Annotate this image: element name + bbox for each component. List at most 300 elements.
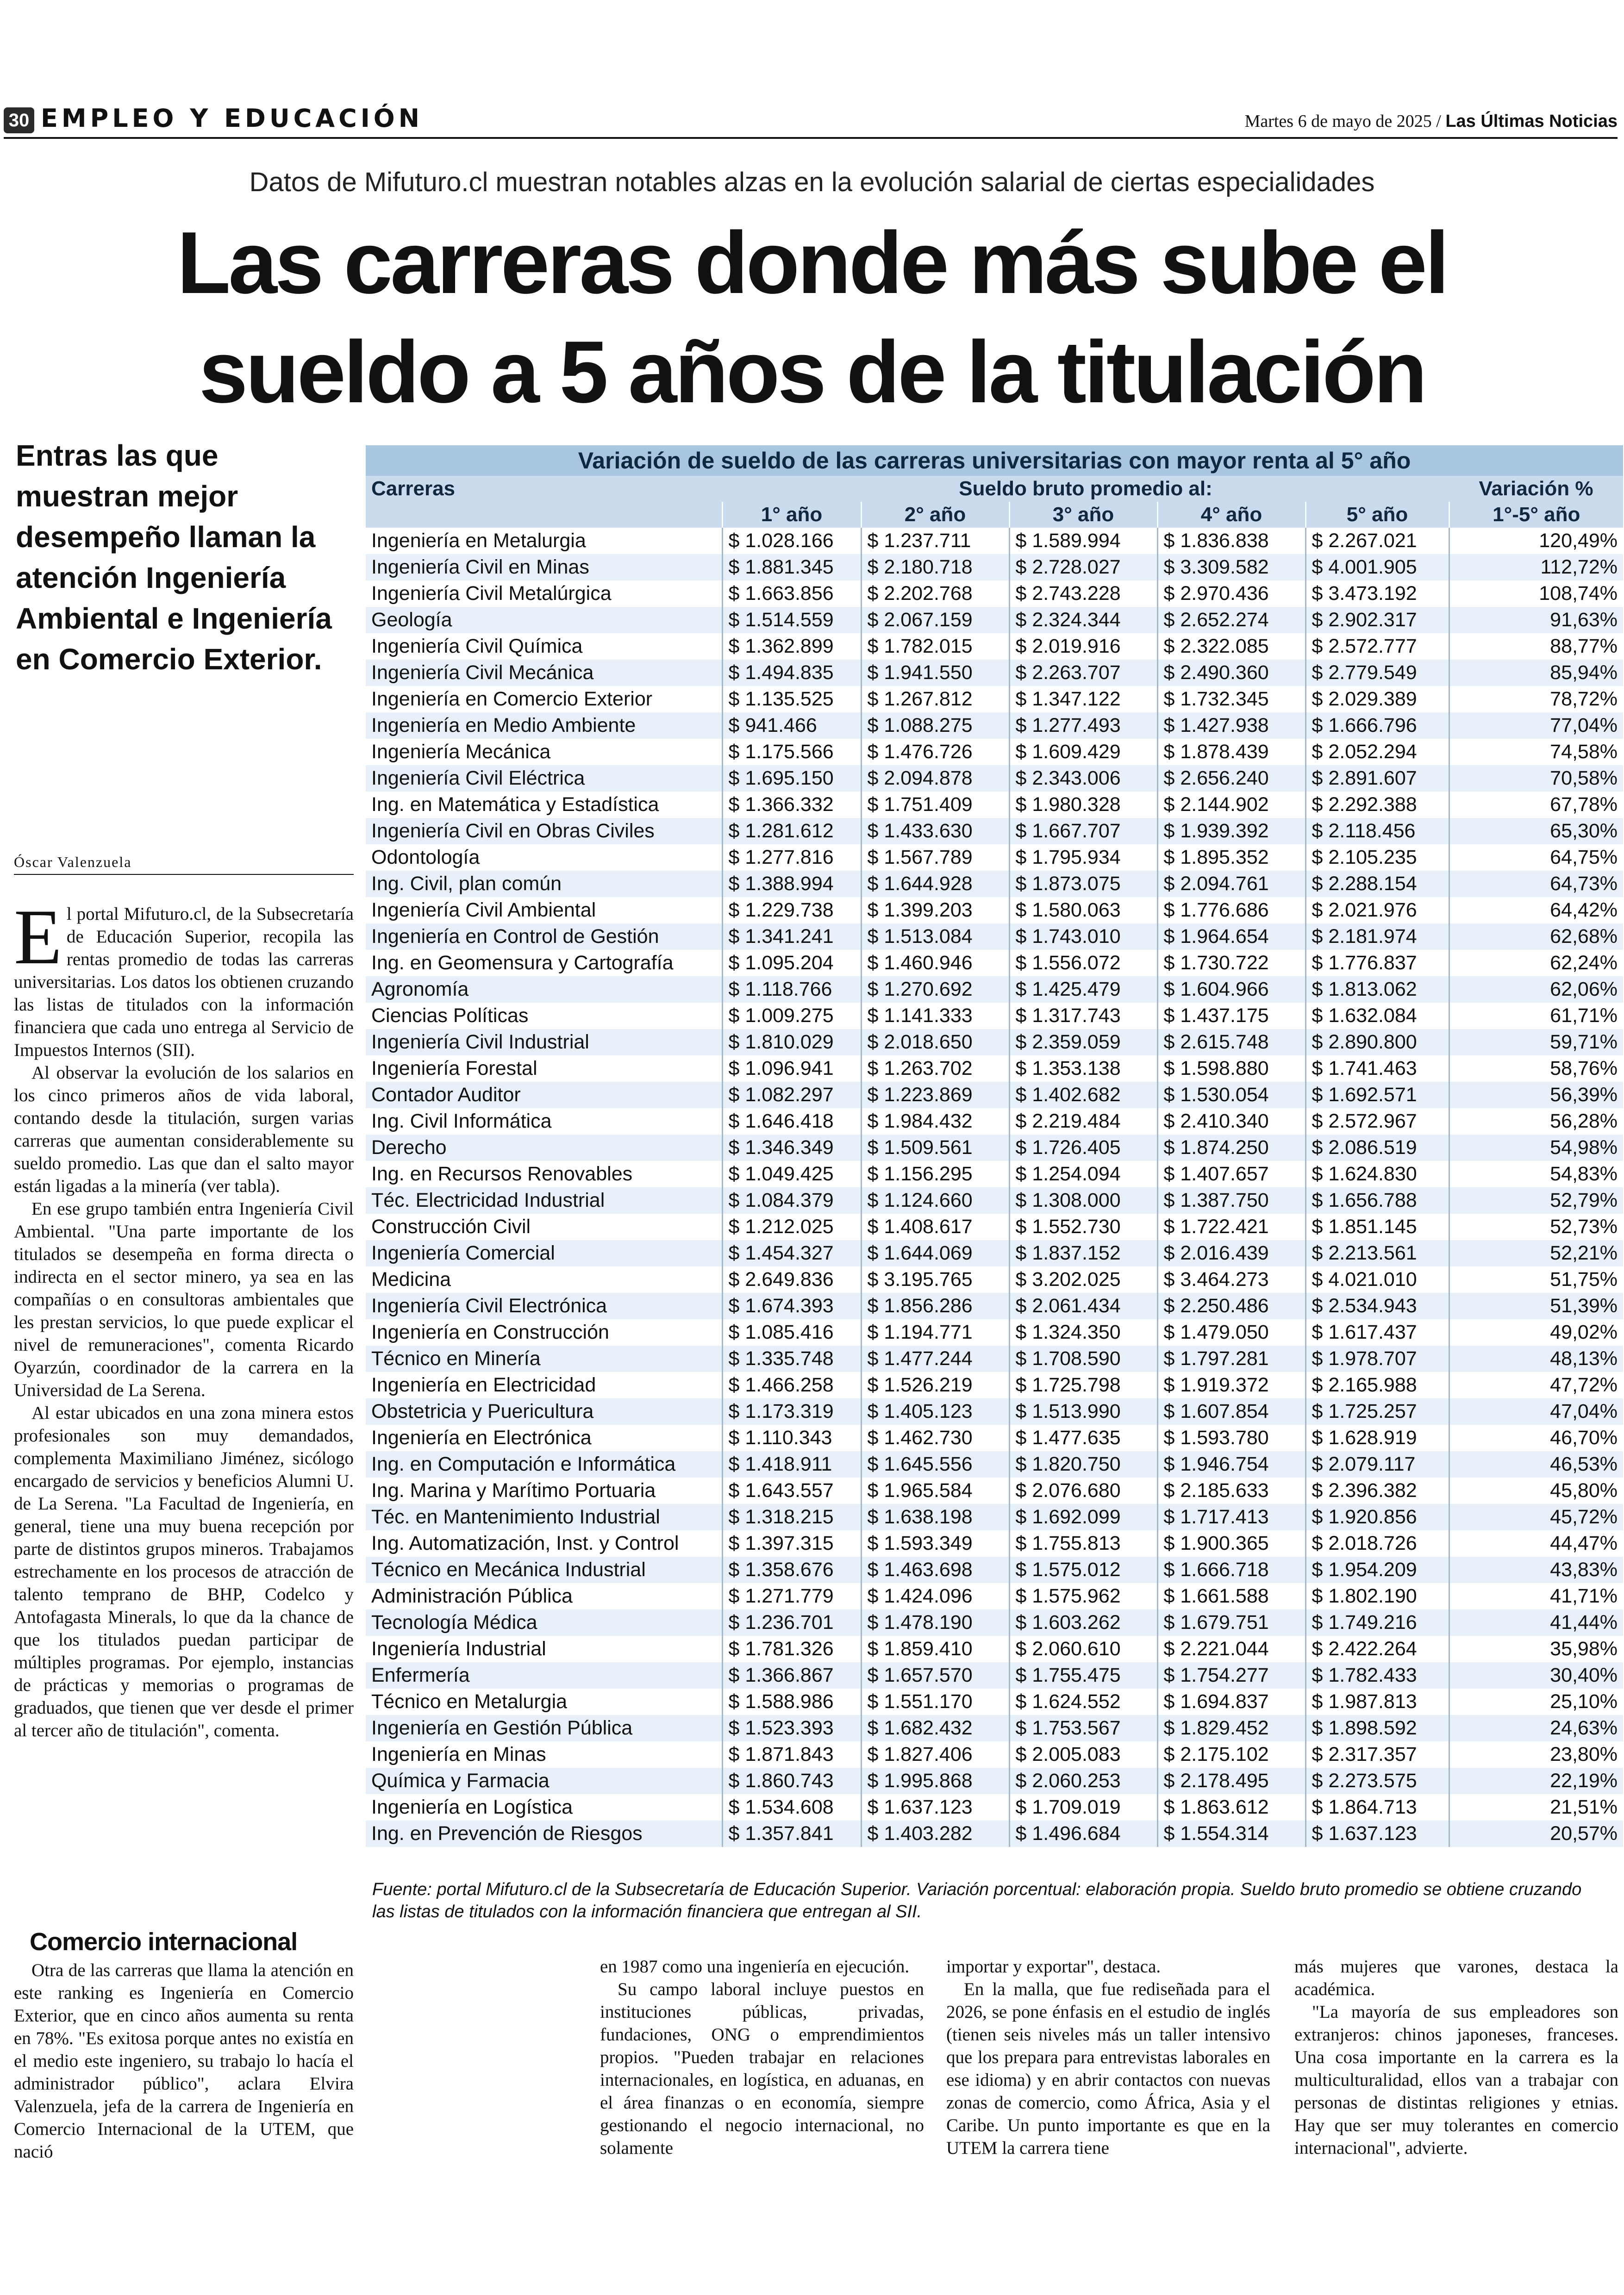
variation-cell: 25,10% xyxy=(1449,1689,1623,1715)
salary-cell: $ 2.180.718 xyxy=(861,554,1009,580)
salary-cell: $ 2.079.117 xyxy=(1305,1451,1449,1478)
variation-cell: 77,04% xyxy=(1449,712,1623,739)
career-name: Ingeniería Industrial xyxy=(366,1636,722,1662)
variation-cell: 62,68% xyxy=(1449,923,1623,950)
salary-cell: $ 2.652.274 xyxy=(1157,607,1305,633)
salary-cell: $ 1.732.345 xyxy=(1157,686,1305,712)
salary-cell: $ 1.277.816 xyxy=(722,844,861,871)
salary-cell: $ 3.195.765 xyxy=(861,1266,1009,1293)
dateline: Martes 6 de mayo de 2025 / Las Últimas Noticias xyxy=(1244,112,1618,131)
kicker: Datos de Mifuturo.cl muestran notables alzas en la evolución salarial de ciertas especialidades xyxy=(249,167,1375,197)
table-row xyxy=(366,792,1623,818)
salary-cell: $ 1.513.084 xyxy=(861,923,1009,950)
table-row xyxy=(366,528,1623,554)
salary-cell: $ 1.084.379 xyxy=(722,1187,861,1214)
salary-cell: $ 1.856.286 xyxy=(861,1293,1009,1319)
salary-cell: $ 1.437.175 xyxy=(1157,1003,1305,1029)
salary-cell: $ 1.682.432 xyxy=(861,1715,1009,1741)
salary-cell: $ 2.779.549 xyxy=(1305,660,1449,686)
paragraph-c4: importar y exportar", destaca. xyxy=(946,1957,1161,1977)
salary-cell: $ 1.478.190 xyxy=(861,1609,1009,1636)
career-name: Ingeniería Civil Mecánica xyxy=(366,660,722,686)
salary-cell: $ 1.827.406 xyxy=(861,1741,1009,1768)
career-name: Construcción Civil xyxy=(366,1214,722,1240)
salary-cell: $ 1.666.796 xyxy=(1305,712,1449,739)
career-name: Contador Auditor xyxy=(366,1082,722,1108)
table-row xyxy=(366,871,1623,897)
table-row xyxy=(366,1398,1623,1425)
col-year-5: 5° año xyxy=(1305,502,1449,528)
salary-cell: $ 1.567.789 xyxy=(861,844,1009,871)
salary-cell: $ 3.202.025 xyxy=(1009,1266,1157,1293)
table-row xyxy=(366,1583,1623,1609)
salary-cell: $ 1.589.994 xyxy=(1009,528,1157,554)
salary-cell: $ 1.751.409 xyxy=(861,792,1009,818)
career-name: Ingeniería Civil en Minas xyxy=(366,554,722,580)
variation-cell: 59,71% xyxy=(1449,1029,1623,1055)
salary-cell: $ 1.514.559 xyxy=(722,607,861,633)
table-row xyxy=(366,633,1623,660)
salary-cell: $ 2.060.610 xyxy=(1009,1636,1157,1662)
salary-cell: $ 1.270.692 xyxy=(861,976,1009,1003)
salary-cell: $ 1.513.990 xyxy=(1009,1398,1157,1425)
table-row xyxy=(366,1794,1623,1821)
salary-cell: $ 1.366.867 xyxy=(722,1662,861,1689)
salary-cell: $ 2.219.484 xyxy=(1009,1108,1157,1135)
salary-cell: $ 1.743.010 xyxy=(1009,923,1157,950)
career-name: Técnico en Minería xyxy=(366,1346,722,1372)
salary-cell: $ 1.898.592 xyxy=(1305,1715,1449,1741)
salary-cell: $ 1.096.941 xyxy=(722,1055,861,1082)
salary-cell: $ 2.263.707 xyxy=(1009,660,1157,686)
variation-cell: 21,51% xyxy=(1449,1794,1623,1821)
salary-cell: $ 1.754.277 xyxy=(1157,1662,1305,1689)
variation-cell: 46,70% xyxy=(1449,1425,1623,1451)
salary-cell: $ 2.902.317 xyxy=(1305,607,1449,633)
salary-cell: $ 2.202.768 xyxy=(861,580,1009,607)
table-row xyxy=(366,818,1623,844)
salary-cell: $ 2.317.357 xyxy=(1305,1741,1449,1768)
salary-cell: $ 1.644.928 xyxy=(861,871,1009,897)
salary-cell: $ 1.895.352 xyxy=(1157,844,1305,871)
salary-cell: $ 1.118.766 xyxy=(722,976,861,1003)
salary-cell: $ 2.970.436 xyxy=(1157,580,1305,607)
variation-cell: 52,21% xyxy=(1449,1240,1623,1266)
variation-cell: 91,63% xyxy=(1449,607,1623,633)
salary-cell: $ 1.939.392 xyxy=(1157,818,1305,844)
salary-cell: $ 3.473.192 xyxy=(1305,580,1449,607)
salary-cell: $ 1.661.588 xyxy=(1157,1583,1305,1609)
salary-cell: $ 2.615.748 xyxy=(1157,1029,1305,1055)
table-row xyxy=(366,1821,1623,1847)
career-name: Tecnología Médica xyxy=(366,1609,722,1636)
salary-cell: $ 1.110.343 xyxy=(722,1425,861,1451)
salary-cell: $ 1.725.257 xyxy=(1305,1398,1449,1425)
salary-cell: $ 1.646.418 xyxy=(722,1108,861,1135)
career-name: Geología xyxy=(366,607,722,633)
salary-cell: $ 1.829.452 xyxy=(1157,1715,1305,1741)
salary-cell: $ 1.509.561 xyxy=(861,1135,1009,1161)
career-name: Ingeniería en Comercio Exterior xyxy=(366,686,722,712)
salary-cell: $ 1.229.738 xyxy=(722,897,861,923)
table-row xyxy=(366,1530,1623,1557)
salary-cell: $ 1.871.843 xyxy=(722,1741,861,1768)
variation-cell: 30,40% xyxy=(1449,1662,1623,1689)
salary-cell: $ 1.946.754 xyxy=(1157,1451,1305,1478)
variation-cell: 61,71% xyxy=(1449,1003,1623,1029)
career-name: Ingeniería Civil Eléctrica xyxy=(366,765,722,792)
salary-cell: $ 1.692.099 xyxy=(1009,1504,1157,1530)
salary-cell: $ 1.324.350 xyxy=(1009,1319,1157,1346)
salary-cell: $ 1.954.209 xyxy=(1305,1557,1449,1583)
salary-cell: $ 1.709.019 xyxy=(1009,1794,1157,1821)
salary-cell: $ 1.864.713 xyxy=(1305,1794,1449,1821)
salary-cell: $ 1.657.570 xyxy=(861,1662,1009,1689)
career-name: Ingeniería Forestal xyxy=(366,1055,722,1082)
salary-cell: $ 2.359.059 xyxy=(1009,1029,1157,1055)
career-name: Agronomía xyxy=(366,976,722,1003)
table-row xyxy=(366,1293,1623,1319)
salary-cell: $ 1.987.813 xyxy=(1305,1689,1449,1715)
career-name: Ciencias Políticas xyxy=(366,1003,722,1029)
table-row xyxy=(366,1161,1623,1187)
career-name: Química y Farmacia xyxy=(366,1768,722,1794)
salary-cell: $ 1.980.328 xyxy=(1009,792,1157,818)
salary-cell: $ 2.144.902 xyxy=(1157,792,1305,818)
salary-cell: $ 2.743.228 xyxy=(1009,580,1157,607)
variation-cell: 64,75% xyxy=(1449,844,1623,871)
career-name: Ingeniería Civil Ambiental xyxy=(366,897,722,923)
salary-cell: $ 1.523.393 xyxy=(722,1715,861,1741)
salary-cell: $ 2.250.486 xyxy=(1157,1293,1305,1319)
table-row xyxy=(366,1187,1623,1214)
date: Martes 6 de mayo de 2025 xyxy=(1244,112,1432,131)
salary-cell: $ 1.656.788 xyxy=(1305,1187,1449,1214)
variation-cell: 43,83% xyxy=(1449,1557,1623,1583)
salary-cell: $ 2.572.967 xyxy=(1305,1108,1449,1135)
table-body xyxy=(366,528,1623,1847)
salary-cell: $ 1.749.216 xyxy=(1305,1609,1449,1636)
salary-cell: $ 1.741.463 xyxy=(1305,1055,1449,1082)
salary-cell: $ 2.105.235 xyxy=(1305,844,1449,871)
career-name: Ing. Civil Informática xyxy=(366,1108,722,1135)
salary-cell: $ 1.212.025 xyxy=(722,1214,861,1240)
salary-cell: $ 1.995.868 xyxy=(861,1768,1009,1794)
variation-cell: 54,83% xyxy=(1449,1161,1623,1187)
salary-cell: $ 2.728.027 xyxy=(1009,554,1157,580)
salary-cell: $ 1.194.771 xyxy=(861,1319,1009,1346)
paragraph-2: Al observar la evolución de los salarios en los cinco primeros años de vida laboral, contando desde la titulación, surgen varias carreras que aumentan considerablemente su sueldo promedio. Las que dan el salto mayor están ligadas a la minería (ver tabla). xyxy=(14,1063,354,1196)
table-row xyxy=(366,580,1623,607)
salary-cell: $ 1.366.332 xyxy=(722,792,861,818)
table-row xyxy=(366,607,1623,633)
career-name: Ingeniería Civil Electrónica xyxy=(366,1293,722,1319)
career-name: Ingeniería Civil Industrial xyxy=(366,1029,722,1055)
salary-cell: $ 1.859.410 xyxy=(861,1636,1009,1662)
salary-cell: $ 1.433.630 xyxy=(861,818,1009,844)
table-row xyxy=(366,1662,1623,1689)
salary-table xyxy=(366,445,1623,1847)
salary-cell: $ 2.067.159 xyxy=(861,607,1009,633)
bottom-column-2 xyxy=(600,1955,924,2159)
career-name: Ingeniería Mecánica xyxy=(366,739,722,765)
salary-cell: $ 1.692.571 xyxy=(1305,1082,1449,1108)
variation-cell: 51,75% xyxy=(1449,1266,1623,1293)
salary-cell: $ 1.173.319 xyxy=(722,1398,861,1425)
salary-cell: $ 2.021.976 xyxy=(1305,897,1449,923)
variation-cell: 48,13% xyxy=(1449,1346,1623,1372)
salary-cell: $ 1.362.899 xyxy=(722,633,861,660)
salary-cell: $ 2.181.974 xyxy=(1305,923,1449,950)
salary-cell: $ 2.656.240 xyxy=(1157,765,1305,792)
salary-cell: $ 2.175.102 xyxy=(1157,1741,1305,1768)
variation-cell: 47,04% xyxy=(1449,1398,1623,1425)
headline-line-1: Las carreras donde más sube el xyxy=(177,214,1447,312)
paragraph-c7: "La mayoría de sus empleadores son extranjeros: chinos japoneses, franceses. Una cosa importante en la carrera es la multiculturalidad, ellos van a trabajar con personas de distintas religiones y etnias. Hay que ser muy tolerantes en comercio internacional", advierte. xyxy=(1294,2002,1618,2158)
variation-cell: 88,77% xyxy=(1449,633,1623,660)
salary-cell: $ 1.776.686 xyxy=(1157,897,1305,923)
salary-cell: $ 1.402.682 xyxy=(1009,1082,1157,1108)
paragraph-c1: Otra de las carreras que llama la atención en este ranking es Ingeniería en Comercio Exterior, que en cinco años aumenta su renta en 78%. "Es exitosa porque antes no existía en el medio este ingeniero, su trabajo lo hacía el administrador público", aclara Elvira Valenzuela, jefa de la carrera de Ingeniería en Comercio Internacional de la UTEM, que nació xyxy=(14,1960,354,2162)
salary-cell: $ 1.175.566 xyxy=(722,739,861,765)
career-name: Ing. en Geomensura y Cartografía xyxy=(366,950,722,976)
career-name: Ingeniería en Logística xyxy=(366,1794,722,1821)
career-name: Administración Pública xyxy=(366,1583,722,1609)
table-row xyxy=(366,1240,1623,1266)
salary-cell: $ 1.860.743 xyxy=(722,1768,861,1794)
salary-cell: $ 1.598.880 xyxy=(1157,1055,1305,1082)
variation-cell: 58,76% xyxy=(1449,1055,1623,1082)
salary-cell: $ 2.292.388 xyxy=(1305,792,1449,818)
salary-cell: $ 1.919.372 xyxy=(1157,1372,1305,1398)
salary-cell: $ 1.124.660 xyxy=(861,1187,1009,1214)
table-row xyxy=(366,1478,1623,1504)
salary-cell: $ 1.694.837 xyxy=(1157,1689,1305,1715)
headline xyxy=(0,208,1624,427)
salary-cell: $ 1.679.751 xyxy=(1157,1609,1305,1636)
bottom-column-1 xyxy=(14,1959,354,2163)
salary-cell: $ 1.318.215 xyxy=(722,1504,861,1530)
career-name: Técnico en Metalurgia xyxy=(366,1689,722,1715)
salary-cell: $ 2.076.680 xyxy=(1009,1478,1157,1504)
salary-cell: $ 1.593.349 xyxy=(861,1530,1009,1557)
paragraph-3: En ese grupo también entra Ingeniería Civil Ambiental. "Una parte importante de los titulados se desempeña en forma directa o indirecta en el sector minero, ya sea en las compañías o en consultoras ambientales que les prestan servicios, lo que puede explicar el nivel de remuneraciones", comenta Ricardo Oyarzún, coordinador de la carrera en la Universidad de La Serena. xyxy=(14,1199,354,1400)
salary-cell: $ 1.978.707 xyxy=(1305,1346,1449,1372)
salary-cell: $ 1.984.432 xyxy=(861,1108,1009,1135)
career-name: Ing. Civil, plan común xyxy=(366,871,722,897)
salary-cell: $ 1.624.830 xyxy=(1305,1161,1449,1187)
variation-cell: 54,98% xyxy=(1449,1135,1623,1161)
salary-cell: $ 1.580.063 xyxy=(1009,897,1157,923)
variation-cell: 52,73% xyxy=(1449,1214,1623,1240)
table-row xyxy=(366,844,1623,871)
table-row xyxy=(366,1214,1623,1240)
salary-cell: $ 2.052.294 xyxy=(1305,739,1449,765)
salary-cell: $ 2.396.382 xyxy=(1305,1478,1449,1504)
career-name: Téc. Electricidad Industrial xyxy=(366,1187,722,1214)
salary-cell: $ 2.060.253 xyxy=(1009,1768,1157,1794)
header-rule xyxy=(4,137,1618,139)
salary-cell: $ 1.357.841 xyxy=(722,1821,861,1847)
table-row xyxy=(366,1451,1623,1478)
career-name: Odontología xyxy=(366,844,722,871)
career-name: Ing. en Matemática y Estadística xyxy=(366,792,722,818)
table-row xyxy=(366,897,1623,923)
salary-cell: $ 1.556.072 xyxy=(1009,950,1157,976)
salary-cell: $ 1.781.326 xyxy=(722,1636,861,1662)
salary-cell: $ 2.267.021 xyxy=(1305,528,1449,554)
salary-cell: $ 1.526.219 xyxy=(861,1372,1009,1398)
variation-cell: 44,47% xyxy=(1449,1530,1623,1557)
paragraph-c2: en 1987 como una ingeniería en ejecución. xyxy=(600,1957,910,1977)
variation-cell: 23,80% xyxy=(1449,1741,1623,1768)
career-name: Obstetricia y Puericultura xyxy=(366,1398,722,1425)
salary-cell: $ 1.624.552 xyxy=(1009,1689,1157,1715)
salary-cell: $ 1.236.701 xyxy=(722,1609,861,1636)
salary-cell: $ 1.317.743 xyxy=(1009,1003,1157,1029)
salary-cell: $ 1.424.096 xyxy=(861,1583,1009,1609)
variation-cell: 85,94% xyxy=(1449,660,1623,686)
salary-cell: $ 1.554.314 xyxy=(1157,1821,1305,1847)
salary-cell: $ 1.463.698 xyxy=(861,1557,1009,1583)
variation-cell: 45,72% xyxy=(1449,1504,1623,1530)
table-row xyxy=(366,1266,1623,1293)
table-row xyxy=(366,1135,1623,1161)
salary-cell: $ 1.552.730 xyxy=(1009,1214,1157,1240)
paragraph-c6: más mujeres que varones, destaca la académica. xyxy=(1294,1957,1618,1999)
career-name: Ingeniería en Medio Ambiente xyxy=(366,712,722,739)
salary-cell: $ 1.551.170 xyxy=(861,1689,1009,1715)
salary-cell: $ 1.341.241 xyxy=(722,923,861,950)
variation-cell: 41,71% xyxy=(1449,1583,1623,1609)
variation-cell: 51,39% xyxy=(1449,1293,1623,1319)
salary-cell: $ 1.603.262 xyxy=(1009,1609,1157,1636)
career-name: Ing. en Prevención de Riesgos xyxy=(366,1821,722,1847)
variation-cell: 52,79% xyxy=(1449,1187,1623,1214)
salary-cell: $ 4.001.905 xyxy=(1305,554,1449,580)
salary-cell: $ 1.645.556 xyxy=(861,1451,1009,1478)
salary-cell: $ 1.836.838 xyxy=(1157,528,1305,554)
salary-cell: $ 2.185.633 xyxy=(1157,1478,1305,1504)
salary-cell: $ 1.755.813 xyxy=(1009,1530,1157,1557)
article-body xyxy=(14,893,354,1742)
variation-cell: 67,78% xyxy=(1449,792,1623,818)
variation-cell: 62,24% xyxy=(1449,950,1623,976)
salary-cell: $ 1.941.550 xyxy=(861,660,1009,686)
table-row xyxy=(366,739,1623,765)
variation-cell: 64,42% xyxy=(1449,897,1623,923)
salary-cell: $ 2.273.575 xyxy=(1305,1768,1449,1794)
salary-cell: $ 1.407.657 xyxy=(1157,1161,1305,1187)
salary-cell: $ 1.263.702 xyxy=(861,1055,1009,1082)
salary-cell: $ 1.088.275 xyxy=(861,712,1009,739)
salary-cell: $ 1.881.345 xyxy=(722,554,861,580)
table-row xyxy=(366,1715,1623,1741)
table-row xyxy=(366,1372,1623,1398)
salary-cell: $ 2.891.607 xyxy=(1305,765,1449,792)
table-row xyxy=(366,923,1623,950)
salary-cell: $ 1.403.282 xyxy=(861,1821,1009,1847)
variation-cell: 62,06% xyxy=(1449,976,1623,1003)
variation-cell: 56,39% xyxy=(1449,1082,1623,1108)
variation-cell: 20,57% xyxy=(1449,1821,1623,1847)
salary-cell: $ 1.628.919 xyxy=(1305,1425,1449,1451)
table-row xyxy=(366,1504,1623,1530)
salary-cell: $ 1.353.138 xyxy=(1009,1055,1157,1082)
variation-cell: 49,02% xyxy=(1449,1319,1623,1346)
table-row xyxy=(366,712,1623,739)
salary-cell: $ 1.082.297 xyxy=(722,1082,861,1108)
career-name: Ingeniería en Gestión Pública xyxy=(366,1715,722,1741)
salary-cell: $ 1.427.938 xyxy=(1157,712,1305,739)
salary-cell: $ 2.118.456 xyxy=(1305,818,1449,844)
salary-cell: $ 1.494.835 xyxy=(722,660,861,686)
career-name: Ing. en Recursos Renovables xyxy=(366,1161,722,1187)
salary-cell: $ 2.165.988 xyxy=(1305,1372,1449,1398)
col-year-1: 1° año xyxy=(722,502,861,528)
salary-cell: $ 1.920.856 xyxy=(1305,1504,1449,1530)
career-name: Ingeniería en Electrónica xyxy=(366,1425,722,1451)
salary-cell: $ 1.878.439 xyxy=(1157,739,1305,765)
salary-cell: $ 2.422.264 xyxy=(1305,1636,1449,1662)
career-name: Ingeniería en Metalurgia xyxy=(366,528,722,554)
salary-cell: $ 1.725.798 xyxy=(1009,1372,1157,1398)
salary-cell: $ 1.237.711 xyxy=(861,528,1009,554)
salary-cell: $ 2.018.650 xyxy=(861,1029,1009,1055)
table-row xyxy=(366,1003,1623,1029)
subhead: Comercio internacional xyxy=(30,1928,298,1956)
byline-rule xyxy=(14,874,354,875)
salary-cell: $ 2.288.154 xyxy=(1305,871,1449,897)
paragraph-4: Al estar ubicados en una zona minera estos profesionales son muy demandados, complementa Maximiliano Jiménez, sicólogo encargado de servicios y beneficios Alumni U. de La Serena. "La Facultad de Ingeniería, en general, tiene una muy buena recepción por parte de distintos grupos mineros. Trabajamos estrechamente en los procesos de atracción de talento temprano de BHP, Codelco y Antofagasta Minerals, lo que da la chance de que los titulados puedan participar de múltiples programas. Por ejemplo, instancias de prácticas y memorias o programas de graduados, que tienen que ver desde el primer al tercer año de titulación", comenta. xyxy=(14,1403,354,1740)
variation-cell: 65,30% xyxy=(1449,818,1623,844)
salary-cell: $ 1.726.405 xyxy=(1009,1135,1157,1161)
salary-cell: $ 1.530.054 xyxy=(1157,1082,1305,1108)
salary-cell: $ 1.874.250 xyxy=(1157,1135,1305,1161)
salary-cell: $ 2.061.434 xyxy=(1009,1293,1157,1319)
salary-cell: $ 1.156.295 xyxy=(861,1161,1009,1187)
salary-cell: $ 2.324.344 xyxy=(1009,607,1157,633)
salary-cell: $ 1.810.029 xyxy=(722,1029,861,1055)
salary-cell: $ 2.029.389 xyxy=(1305,686,1449,712)
variation-cell: 64,73% xyxy=(1449,871,1623,897)
table-row xyxy=(366,1346,1623,1372)
salary-cell: $ 1.674.393 xyxy=(722,1293,861,1319)
salary-cell: $ 1.405.123 xyxy=(861,1398,1009,1425)
col-variation: Variación % xyxy=(1449,476,1623,502)
salary-cell: $ 1.462.730 xyxy=(861,1425,1009,1451)
salary-cell: $ 1.965.584 xyxy=(861,1478,1009,1504)
variation-cell: 70,58% xyxy=(1449,765,1623,792)
salary-cell: $ 2.018.726 xyxy=(1305,1530,1449,1557)
salary-cell: $ 1.632.084 xyxy=(1305,1003,1449,1029)
salary-cell: $ 2.094.878 xyxy=(861,765,1009,792)
paragraph-c5: En la malla, que fue rediseñada para el 2026, se pone énfasis en el estudio de inglés (tienen seis niveles más un taller intensivo que los prepara para entrevistas laborales en ese idioma) y en abrir contactos con nuevas zonas de comercio, como África, Asia y el Caribe. Un punto importante es que en la UTEM la carrera tiene xyxy=(946,1979,1270,2158)
salary-cell: $ 1.408.617 xyxy=(861,1214,1009,1240)
salary-cell: $ 2.490.360 xyxy=(1157,660,1305,686)
drop-cap: E xyxy=(14,893,62,980)
salary-cell: $ 1.346.349 xyxy=(722,1135,861,1161)
career-name: Ing. Automatización, Inst. y Control xyxy=(366,1530,722,1557)
salary-cell: $ 1.335.748 xyxy=(722,1346,861,1372)
salary-cell: $ 1.466.258 xyxy=(722,1372,861,1398)
salary-cell: $ 1.837.152 xyxy=(1009,1240,1157,1266)
salary-cell: $ 1.638.198 xyxy=(861,1504,1009,1530)
salary-cell: $ 2.094.761 xyxy=(1157,871,1305,897)
variation-cell: 24,63% xyxy=(1449,1715,1623,1741)
newspaper-name: Las Últimas Noticias xyxy=(1445,112,1618,131)
table-title: Variación de sueldo de las carreras universitarias con mayor renta al 5° año xyxy=(366,445,1623,476)
